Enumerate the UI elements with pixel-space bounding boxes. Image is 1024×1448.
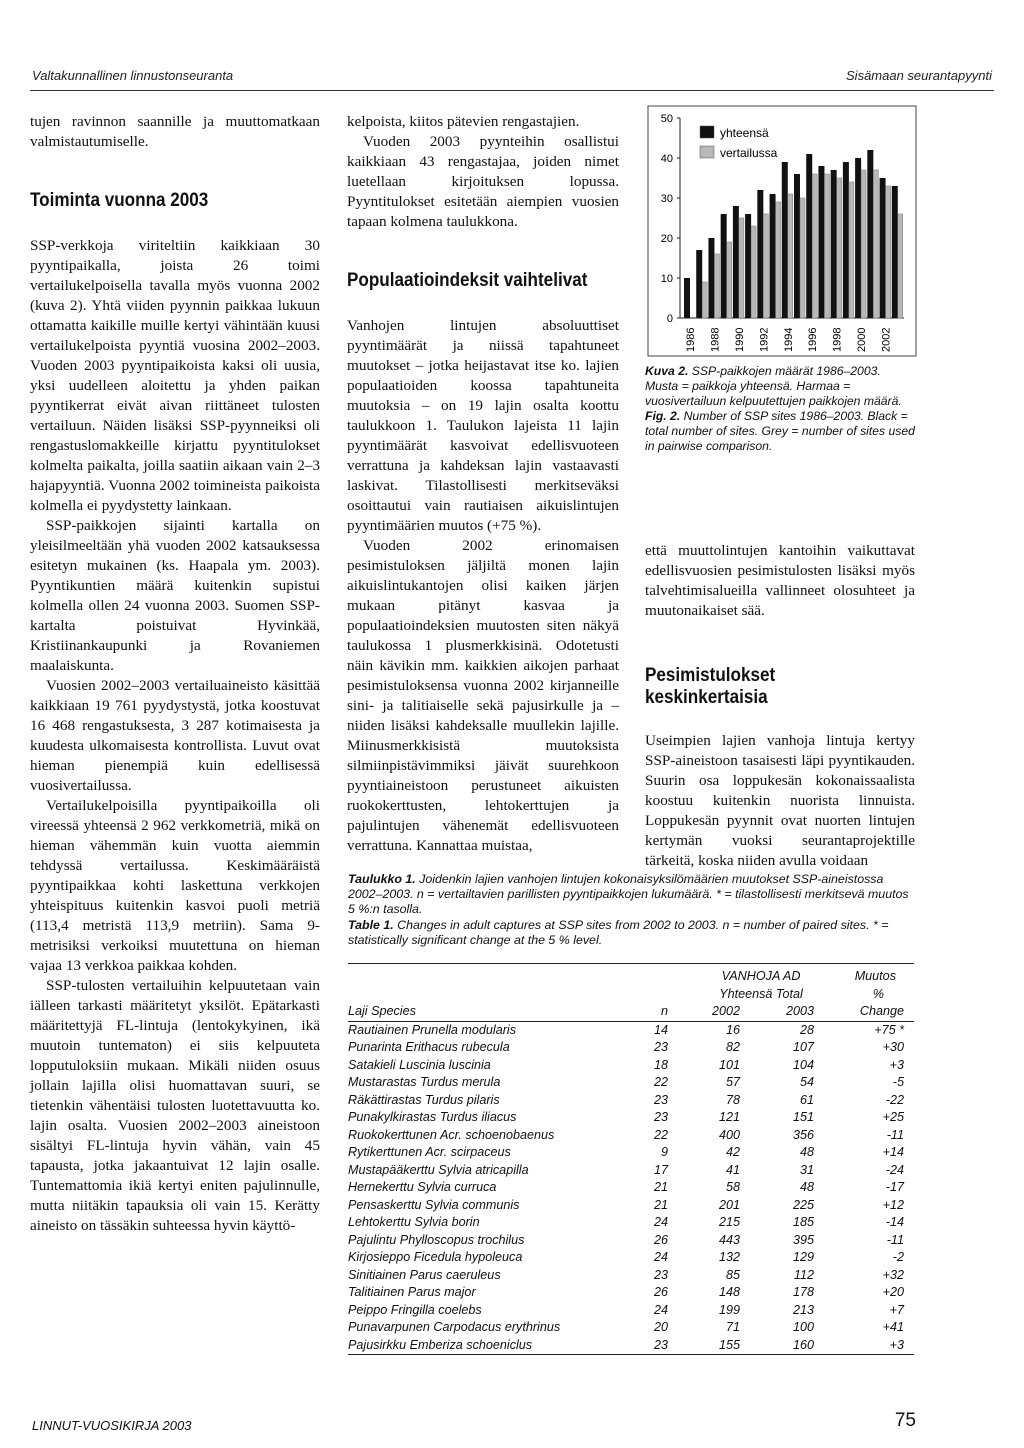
count-2003-cell: 104 — [792, 1057, 814, 1072]
bar-yhteensa-1990 — [733, 206, 739, 318]
species-cell: Rytikerttunen Acr. scirpaceus — [348, 1145, 511, 1159]
header-change: Change — [859, 1004, 904, 1018]
running-header-left: Valtakunnallinen linnustonseuranta — [32, 68, 234, 83]
table-row — [348, 1021, 914, 1039]
paragraph: tujen ravinnon saannille ja muuttomatkaan valmistautumiselle. — [30, 113, 320, 150]
n-cell: 23 — [653, 1092, 668, 1107]
bar-vertailussa-1996 — [812, 174, 817, 318]
count-2003-cell: 61 — [799, 1092, 814, 1107]
bar-yhteensa-1998 — [831, 170, 837, 318]
table-row — [348, 1232, 914, 1250]
species-cell: Lehtokerttu Sylvia borin — [348, 1215, 480, 1229]
species-cell: Räkättirastas Turdus pilaris — [348, 1092, 500, 1107]
count-2002-cell: 148 — [718, 1285, 740, 1299]
species-cell: Sinitiainen Parus caeruleus — [348, 1267, 501, 1282]
section-heading: Populaatioindeksit vaihtelivat — [347, 270, 588, 291]
x-tick-label: 1990 — [733, 327, 746, 352]
change-cell: +32 — [882, 1267, 904, 1282]
caption-text: SSP-paikkojen määrät 1986–2003. Musta = paikkoja yhteensä. Harmaa = vuosivertailuun kelpuutettujen paikkojen määrä. — [645, 364, 902, 408]
count-2003-cell: 100 — [792, 1320, 814, 1334]
table-row — [348, 1179, 914, 1197]
bar-vertailussa-1999 — [849, 182, 854, 318]
n-cell: 17 — [653, 1162, 668, 1177]
change-cell: +30 — [882, 1040, 904, 1054]
table-row — [348, 1092, 914, 1110]
bar-vertailussa-1997 — [824, 174, 829, 318]
table-row — [348, 1284, 914, 1302]
count-2003-cell: 185 — [792, 1215, 814, 1229]
n-cell: 21 — [653, 1180, 668, 1194]
caption-text: Joidenkin lajien vanhojen lintujen kokonaisyksilömäärien muutokset SSP-aineistossa 2002–2003. n = vertailtavien parillisten pyyntipaikkojen lukumäärä. * = tilastollisesti merkitsevä muutos 5 %:n tasolla. — [348, 872, 909, 917]
bar-yhteensa-1995 — [794, 174, 800, 318]
table-row — [348, 1267, 914, 1285]
bar-vertailussa-1988 — [714, 254, 719, 318]
column-1 — [30, 112, 320, 1236]
count-2003-cell: 107 — [792, 1040, 814, 1054]
table-row — [348, 1039, 914, 1057]
header-2003: 2003 — [785, 1004, 814, 1018]
bar-yhteensa-1991 — [745, 214, 751, 318]
change-cell: +25 — [882, 1110, 904, 1124]
paragraph: Vanhojen lintujen absoluuttiset pyyntimäärät ja niissä tapahtuneet muutokset – jotka heijastavat itse ko. lajien populaatioiden koossa tapahtuneita muutoksia – on 19 lajin osalta koottu taulukkoon 1. Taulukon lajeista 11 lajin pyyntimäärät kasvoivat edellisvuoteen verrattuna ja kahdeksan lajin vastaavasti laskivat. Tilastollisesti merkitseväksi osoittautui vain rautiaisen aikuislintujen pyyntimäärien muutos (+75 %). — [347, 317, 619, 534]
n-cell: 9 — [660, 1145, 668, 1159]
paragraph: SSP-verkkoja viriteltiin kaikkiaan 30 pyyntipaikalla, joista 26 toimi vertailukelpoisella tavalla myös vuonna 2002 (kuva 2). Yhtä viiden pyynnin paikkaa lukuun ottamatta kaikille muille kertyi vähintään kuusi vertailukelpoista pyyntiä vuosina 2002–2003. Vuoden 2003 pyyntipaikoista kaksi oli uusia, yksi uudelleen aloitettu ja yhden paikan pyyntikerrat eivät aivan riittäneet tulosten vertailuun. Näiden lisäksi SSP-pyynneiksi oli rengastuslomakkeille kirjattu pyyntitulokset kolmelta paikalta, joilla saatiin aikaan vain 2–3 hajapyyntiä. Vuonna 2002 toimineista paikoista kolmella ei pyydystetty lainkaan. — [30, 237, 320, 514]
count-2002-cell: 155 — [718, 1337, 740, 1352]
table-top-rule — [348, 963, 914, 964]
count-2002-cell: 215 — [718, 1215, 740, 1229]
count-2003-cell: 225 — [792, 1197, 814, 1212]
bar-vertailussa-2001 — [873, 170, 878, 318]
header-rule — [30, 90, 994, 91]
bar-vertailussa-1994 — [788, 194, 793, 318]
bar-vertailussa-2002 — [886, 186, 891, 318]
table-row — [348, 1109, 914, 1127]
sites-bar-chart — [636, 104, 918, 360]
bar-yhteensa-1997 — [818, 166, 824, 318]
count-2003-cell: 356 — [792, 1127, 814, 1142]
count-2002-cell: 16 — [725, 1022, 740, 1037]
bar-yhteensa-1992 — [757, 190, 763, 318]
n-cell: 24 — [653, 1302, 668, 1317]
table-row — [348, 1214, 914, 1232]
bar-vertailussa-2000 — [861, 170, 866, 318]
paragraph: Useimpien lajien vanhoja lintuja kertyy SSP-aineistoon tasaisesti läpi pyyntikauden. Suurin osa loppukesän kokonaissaalista koostuu kuitenkin nuorista linnuista. Loppukesän pyynnit ovat nuorten lintujen kertymän vuoksi seurantaprojektille tärkeitä, koska niiden avulla voidaan — [645, 732, 915, 869]
change-cell: -14 — [885, 1215, 904, 1229]
count-2002-cell: 400 — [718, 1127, 740, 1142]
y-tick-label: 20 — [660, 233, 673, 245]
y-tick-label: 30 — [660, 193, 673, 205]
species-cell: Punarinta Erithacus rubecula — [348, 1040, 510, 1054]
header-2002: 2002 — [711, 1004, 740, 1018]
bar-vertailussa-1993 — [776, 202, 781, 318]
count-2002-cell: 78 — [725, 1092, 740, 1107]
count-2002-cell: 42 — [725, 1145, 740, 1159]
y-tick-label: 40 — [660, 153, 673, 165]
table-row — [348, 1144, 914, 1162]
species-cell: Talitiainen Parus major — [348, 1285, 476, 1299]
paragraph: SSP-tulosten vertailuihin kelpuutetaan vain iälleen tarkasti määritetyt yksilöt. Epätarkasti määritettyjä FL-lintuja (lentokykyinen, ikä muutoin tuntematon) ei siis kelpuuteta lopputuloksiin mukaan. Mikäli niiden osuus jollain lajilla olisi huomattavan suuri, se tietenkin vähentäisi tulosten luotettavuutta ko. lajin osalta. Vuosien 2002–2003 aineistoon sisältyi FL-lintuja hyvin vähän, vain 45 tapausta, jotka jakaantuivat 12 lajin osalle. Tuntemattomia ikiä kertyi eniten pajulinnulle, mutta niitäkin tapauksia oli vain 15. Kerätty aineisto on tässäkin suhteessa hyvin käyttö- — [30, 977, 320, 1234]
bar-vertailussa-1992 — [763, 214, 768, 318]
bar-yhteensa-1988 — [708, 238, 714, 318]
section-heading: Pesimistulokset — [645, 665, 776, 686]
change-cell: -24 — [885, 1162, 904, 1177]
bar-vertailussa-2003 — [898, 214, 903, 318]
n-cell: 24 — [653, 1250, 668, 1264]
n-cell: 14 — [653, 1022, 668, 1037]
paragraph: Vertailukelpoisilla pyyntipaikoilla oli vireessä yhteensä 2 962 verkkometriä, mikä on hieman vähemmän kuin vuotta aiemmin tehdyssä vertailussa. Keskimääräistä pyyntipaikkaa kohti laskettuna verkkojen yhteispituus kuitenkin kasvoi puoli metriä (113,4 metristä 113,9 metriin). Sama 9-metrisiksi verkoiksi muutettuna on hieman vajaa 13 verkkoa paikkaa kohden. — [30, 797, 320, 974]
count-2003-cell: 28 — [799, 1022, 814, 1037]
figure-caption — [645, 364, 915, 454]
column-2 — [347, 112, 619, 856]
count-2002-cell: 57 — [725, 1075, 740, 1089]
table-row — [348, 1319, 914, 1337]
change-cell: +3 — [889, 1337, 904, 1352]
n-cell: 24 — [653, 1215, 668, 1229]
bar-vertailussa-1991 — [751, 226, 756, 318]
count-2002-cell: 132 — [718, 1250, 740, 1264]
change-cell: -5 — [892, 1075, 904, 1089]
x-tick-label: 2000 — [856, 327, 869, 352]
legend-label-yhteensä: yhteensä — [720, 126, 769, 140]
page-number: 75 — [894, 1410, 916, 1431]
count-2003-cell: 160 — [792, 1337, 814, 1352]
x-tick-label: 2002 — [880, 327, 893, 352]
species-cell: Pensaskerttu Sylvia communis — [348, 1197, 520, 1212]
table-row — [348, 1162, 914, 1180]
section-heading: Toiminta vuonna 2003 — [30, 190, 209, 211]
count-2002-cell: 201 — [718, 1197, 740, 1212]
header-n: n — [660, 1004, 668, 1018]
n-cell: 23 — [653, 1110, 668, 1124]
n-cell: 23 — [653, 1040, 668, 1054]
paragraph: kelpoista, kiitos pätevien rengastajien. — [347, 113, 580, 130]
count-2003-cell: 151 — [792, 1110, 814, 1124]
table-row — [348, 1302, 914, 1320]
bar-yhteensa-1996 — [806, 154, 812, 318]
count-2003-cell: 213 — [792, 1302, 814, 1317]
section-heading: keskinkertaisia — [645, 687, 768, 708]
species-cell: Punavarpunen Carpodacus erythrinus — [348, 1320, 561, 1334]
caption-label: Table 1. — [348, 917, 394, 932]
bar-yhteensa-1989 — [721, 214, 727, 318]
count-2002-cell: 121 — [718, 1110, 740, 1124]
species-cell: Kirjosieppo Ficedula hypoleuca — [348, 1250, 523, 1264]
n-cell: 23 — [653, 1337, 668, 1352]
legend-swatch-vertailussa — [700, 146, 714, 158]
bar-yhteensa-2000 — [855, 158, 861, 318]
footer-journal: LINNUT-VUOSIKIRJA 2003 — [32, 1418, 192, 1433]
count-2003-cell: 31 — [799, 1162, 814, 1177]
paragraph: Vuoden 2002 erinomaisen pesimistuloksen jäljiltä monen lajin aikuislintukantojen olisi kaiken järjen mukaan pitänyt kasvaa ja populaatioindeksien muutosten siten näkyä taulukossa 1 plusmerkkisinä. Odotetusti näin kävikin mm. kaikkien aikojen parhaat pesimistuloksensa vuonna 2002 kirjanneille sini- ja talitiaiselle sekä pajusirkulle ja – niiden lisäksi kahdeksalle muullekin lajille. Miinusmerkkisistä muutoksista silmiinpistävimmiksi jäivät suurehkoon pyyntiaineistoon perustuneet aikuisten ruokokerttusten, lehtokerttujen ja pajulintujen vähenemät edellisvuoteen verrattuna. Kannattaa muistaa, — [347, 537, 619, 854]
table-row — [348, 1057, 914, 1075]
count-2002-cell: 82 — [725, 1040, 740, 1054]
n-cell: 18 — [653, 1057, 668, 1072]
species-cell: Rautiainen Prunella modularis — [348, 1022, 517, 1037]
table-row — [348, 1249, 914, 1267]
y-tick-label: 0 — [666, 313, 673, 325]
change-cell: -2 — [892, 1250, 904, 1264]
species-cell: Mustarastas Turdus merula — [348, 1075, 501, 1089]
change-cell: -17 — [885, 1180, 904, 1194]
species-cell: Punakylkirastas Turdus iliacus — [348, 1110, 517, 1124]
bar-yhteensa-2001 — [867, 150, 873, 318]
table-row — [348, 1074, 914, 1092]
change-cell: +7 — [889, 1302, 904, 1317]
caption-label: Kuva 2. — [645, 364, 689, 378]
bar-yhteensa-1993 — [770, 194, 776, 318]
header-yhteensa: Yhteensä Total — [719, 986, 803, 1001]
running-header-right: Sisämaan seurantapyynti — [846, 68, 992, 83]
n-cell: 23 — [653, 1267, 668, 1282]
bar-vertailussa-1990 — [739, 218, 744, 318]
x-tick-label: 1986 — [685, 327, 697, 352]
count-2003-cell: 112 — [793, 1267, 814, 1282]
count-2003-cell: 129 — [792, 1250, 814, 1264]
x-tick-label: 1998 — [831, 327, 844, 352]
change-cell: -11 — [886, 1127, 904, 1142]
table-caption — [348, 872, 918, 948]
n-cell: 26 — [653, 1232, 668, 1247]
paragraph: SSP-paikkojen sijainti kartalla on yleisilmeeltään yhä vuoden 2002 katsauksessa esitetyn mukainen (ks. Haapala ym. 2003). Pyyntikuntien määrä kuitenkin supistui kolmella ollen 24 vuonna 2003. Suomen SSP-kartalta poistuivat Hyvinkää, Kristiinankaupunki ja Rovaniemen maalaiskunta. — [30, 517, 320, 674]
species-cell: Pajulintu Phylloscopus trochilus — [348, 1232, 525, 1247]
n-cell: 26 — [653, 1285, 668, 1299]
paragraph: että muuttolintujen kantoihin vaikuttavat edellisvuosien pesimistulosten lisäksi myös talvehtimisalueilla vallinneet olosuhteet ja muutonaikaiset sää. — [645, 542, 915, 619]
x-tick-label: 1992 — [758, 327, 771, 352]
bar-yhteensa-2002 — [880, 178, 886, 318]
n-cell: 22 — [653, 1075, 668, 1089]
bar-yhteensa-1999 — [843, 162, 849, 318]
bar-yhteensa-1994 — [782, 162, 788, 318]
count-2003-cell: 48 — [799, 1145, 814, 1159]
table-row — [348, 1197, 914, 1215]
bar-vertailussa-1989 — [727, 242, 732, 318]
legend-swatch-yhteensä — [700, 126, 714, 138]
species-cell: Hernekerttu Sylvia curruca — [348, 1180, 497, 1194]
count-2002-cell: 199 — [718, 1302, 740, 1317]
species-cell: Mustapääkerttu Sylvia atricapilla — [348, 1162, 529, 1177]
header-muutos: Muutos — [854, 969, 896, 983]
n-cell: 21 — [653, 1197, 668, 1212]
count-2003-cell: 178 — [792, 1285, 814, 1299]
x-tick-label: 1996 — [807, 327, 820, 352]
species-cell: Satakieli Luscinia luscinia — [348, 1057, 491, 1072]
change-cell: -22 — [885, 1092, 904, 1107]
species-table — [348, 968, 914, 1355]
header-species: Laji Species — [348, 1004, 416, 1018]
x-tick-label: 1994 — [782, 327, 795, 352]
count-2002-cell: 71 — [725, 1320, 740, 1334]
n-cell: 22 — [653, 1127, 668, 1142]
paragraph: Vuosien 2002–2003 vertailuaineisto käsittää kaikkiaan 19 761 pyydystystä, jotka koostuvat 16 468 rengastuksesta, 3 287 kotimaisesta ja kuudesta ulkomaisesta kontrollista. Luvut ovat hieman pienempiä kuin edellisessä vuosivertailussa. — [30, 677, 320, 794]
count-2002-cell: 85 — [725, 1267, 740, 1282]
change-cell: +14 — [882, 1145, 904, 1159]
change-cell: +20 — [882, 1285, 904, 1299]
caption-label: Taulukko 1. — [348, 872, 416, 886]
species-cell: Peippo Fringilla coelebs — [348, 1302, 482, 1317]
caption-text: Changes in adult captures at SSP sites from 2002 to 2003. n = number of paired sites. * = statistically significant change at the 5 % level. — [348, 917, 889, 947]
count-2003-cell: 54 — [799, 1075, 814, 1089]
caption-label: Fig. 2. — [645, 409, 681, 423]
paragraph: Vuoden 2003 pyynteihin osallistui kaikkiaan 43 rengastajaa, joiden nimet luetellaan kirjoituksen lopussa. Pyyntitulokset esitetään aiempien vuosien tapaan kolmena taulukkona. — [347, 133, 619, 230]
header-pct: % — [872, 986, 884, 1001]
bar-vertailussa-1998 — [837, 178, 842, 318]
y-tick-label: 10 — [660, 273, 673, 285]
legend-label-vertailussa: vertailussa — [720, 146, 778, 160]
change-cell: +3 — [889, 1057, 904, 1072]
n-cell: 20 — [653, 1320, 668, 1334]
bar-vertailussa-1987 — [702, 282, 707, 318]
change-cell: +41 — [882, 1320, 904, 1334]
count-2003-cell: 395 — [792, 1232, 814, 1247]
count-2002-cell: 443 — [718, 1232, 740, 1247]
species-cell: Pajusirkku Emberiza schoeniclus — [348, 1337, 533, 1352]
header-vanhoja: VANHOJA AD — [721, 969, 801, 983]
change-cell: +75 * — [874, 1022, 904, 1037]
species-cell: Ruokokerttunen Acr. schoenobaenus — [348, 1127, 555, 1142]
change-cell: -11 — [886, 1232, 904, 1247]
y-tick-label: 50 — [660, 113, 673, 125]
caption-text: Number of SSP sites 1986–2003. Black = total number of sites. Grey = number of sites used in pairwise comparison. — [645, 409, 915, 453]
bar-yhteensa-2003 — [892, 186, 898, 318]
count-2002-cell: 41 — [725, 1162, 740, 1177]
x-tick-label: 1988 — [709, 327, 722, 352]
change-cell: +12 — [882, 1197, 904, 1212]
count-2003-cell: 48 — [799, 1180, 814, 1194]
column-3 — [645, 541, 915, 871]
bar-yhteensa-1986 — [684, 278, 690, 318]
count-2002-cell: 58 — [725, 1180, 740, 1194]
table-row — [348, 1337, 914, 1355]
table-row — [348, 1127, 914, 1145]
count-2002-cell: 101 — [718, 1057, 740, 1072]
bar-vertailussa-1995 — [800, 198, 805, 318]
bar-yhteensa-1987 — [696, 250, 702, 318]
